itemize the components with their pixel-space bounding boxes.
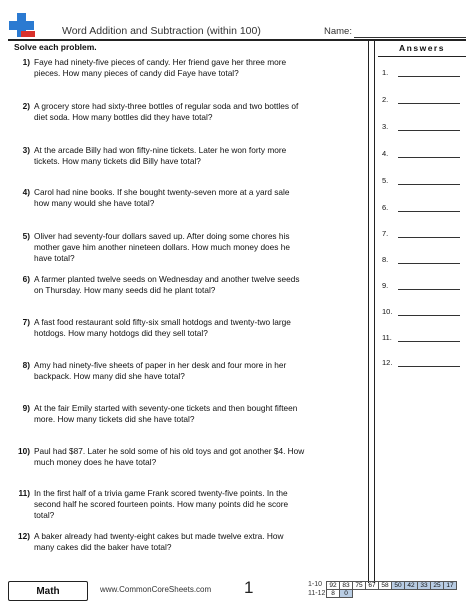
- answer-number: 9.: [382, 281, 389, 290]
- problem-text: Oliver had seventy-four dollars saved up. After doing some chores his mother gave him another nineteen dollars. How much money does he have total?: [34, 231, 290, 263]
- problem-number: 4): [22, 187, 30, 197]
- problem-2: [14, 101, 306, 123]
- score-cell: 17: [444, 582, 457, 590]
- answer-number: 12.: [382, 358, 393, 367]
- score-cell: 8: [327, 590, 340, 598]
- problem-10: [14, 446, 306, 468]
- instructions: Solve each problem.: [14, 42, 97, 52]
- problem-1: [14, 57, 306, 79]
- problem-7: [14, 317, 306, 339]
- problem-text: In the first half of a trivia game Frank scored twenty-five points. In the second half he scored fourteen points. How many points did he score total?: [34, 488, 289, 520]
- answer-column-divider: [374, 40, 375, 583]
- worksheet-title: Word Addition and Subtraction (within 100): [62, 25, 261, 37]
- answer-blank[interactable]: [398, 211, 460, 212]
- problem-11: [14, 488, 306, 521]
- problem-number: 2): [22, 101, 30, 111]
- problem-text: A fast food restaurant sold fifty-six small hotdogs and twenty-two large hotdogs. How many hotdogs did they sell total?: [34, 317, 291, 338]
- score-cell: 75: [353, 582, 366, 590]
- problem-number: 5): [22, 231, 30, 241]
- score-cell: 58: [379, 582, 392, 590]
- name-label: Name:: [324, 26, 352, 37]
- problem-text: A grocery store had sixty-three bottles of regular soda and two bottles of diet soda. How many bottles did they have total?: [34, 101, 299, 122]
- score-cell: 83: [340, 582, 353, 590]
- answer-blank[interactable]: [398, 237, 460, 238]
- answer-number: 6.: [382, 203, 389, 212]
- header-divider: [8, 39, 466, 41]
- score-cell: 0: [340, 590, 353, 598]
- problem-number: 1): [22, 57, 30, 67]
- score-cell: 92: [327, 582, 340, 590]
- answer-blank[interactable]: [398, 130, 460, 131]
- problem-text: Carol had nine books. If she bought twenty-seven more at a yard sale how many would she have total?: [34, 187, 290, 208]
- problem-3: [14, 145, 306, 167]
- page-number: 1: [244, 578, 254, 597]
- answer-blank[interactable]: [398, 184, 460, 185]
- answer-number: 8.: [382, 255, 389, 264]
- score-range-label: 1-10: [308, 581, 323, 588]
- answer-number: 10.: [382, 307, 393, 316]
- answer-blank[interactable]: [398, 341, 460, 342]
- score-cell: 50: [392, 582, 405, 590]
- problem-8: [14, 360, 306, 382]
- problem-text: Faye had ninety-five pieces of candy. Her friend gave her three more pieces. How many pieces of candy did Faye have total?: [34, 57, 287, 78]
- answer-blank[interactable]: [398, 366, 460, 367]
- problem-6: [14, 274, 306, 296]
- problem-number: 7): [22, 317, 30, 327]
- problem-number: 6): [22, 274, 30, 284]
- problem-number: 10): [18, 446, 30, 456]
- plus-minus-logo-icon: [8, 12, 36, 40]
- answer-blank[interactable]: [398, 103, 460, 104]
- problem-text: Amy had ninety-five sheets of paper in her desk and four more in her backpack. How many did she have total?: [34, 360, 287, 381]
- score-table: [326, 581, 457, 598]
- name-line[interactable]: [354, 37, 466, 38]
- answer-blank[interactable]: [398, 76, 460, 77]
- score-cell: 25: [431, 582, 444, 590]
- answer-number: 1.: [382, 68, 389, 77]
- score-range-label: 11-12: [308, 590, 326, 597]
- problem-9: [14, 403, 306, 425]
- answers-divider: [378, 56, 466, 57]
- problem-text: At the fair Emily started with seventy-one tickets and then bought fifteen more. How many tickets did she have total?: [34, 403, 298, 424]
- answer-number: 7.: [382, 229, 389, 238]
- footer: [8, 578, 466, 603]
- problem-12: [14, 531, 306, 553]
- problem-text: A baker already had twenty-eight cakes but made twelve extra. How many cakes did the baker have total?: [34, 531, 284, 552]
- answers-heading: Answers: [399, 43, 445, 53]
- answer-blank[interactable]: [398, 289, 460, 290]
- problem-text: A farmer planted twelve seeds on Wednesday and another twelve seeds on Thursday. How many seeds did he plant total?: [34, 274, 300, 295]
- answer-number: 2.: [382, 95, 389, 104]
- problem-number: 9): [22, 403, 30, 413]
- problem-number: 12): [18, 531, 30, 541]
- answer-column-divider: [368, 40, 369, 583]
- problem-number: 8): [22, 360, 30, 370]
- problem-number: 11): [18, 488, 30, 498]
- subject-label: Math: [8, 581, 88, 601]
- answer-number: 4.: [382, 149, 389, 158]
- answer-number: 3.: [382, 122, 389, 131]
- answer-blank[interactable]: [398, 157, 460, 158]
- answer-blank[interactable]: [398, 315, 460, 316]
- problem-4: [14, 187, 306, 209]
- problem-text: At the arcade Billy had won fifty-nine tickets. Later he won forty more tickets. How many tickets did Billy have total?: [34, 145, 287, 166]
- answer-number: 11.: [382, 333, 392, 342]
- score-cell: 42: [405, 582, 418, 590]
- site-url: www.CommonCoreSheets.com: [100, 585, 212, 594]
- score-cell: 33: [418, 582, 431, 590]
- score-cell: 67: [366, 582, 379, 590]
- answer-number: 5.: [382, 176, 389, 185]
- problem-number: 3): [22, 145, 30, 155]
- answer-blank[interactable]: [398, 263, 460, 264]
- problem-5: [14, 231, 306, 264]
- problem-text: Paul had $87. Later he sold some of his old toys and got another $4. How much money does he have total?: [34, 446, 305, 467]
